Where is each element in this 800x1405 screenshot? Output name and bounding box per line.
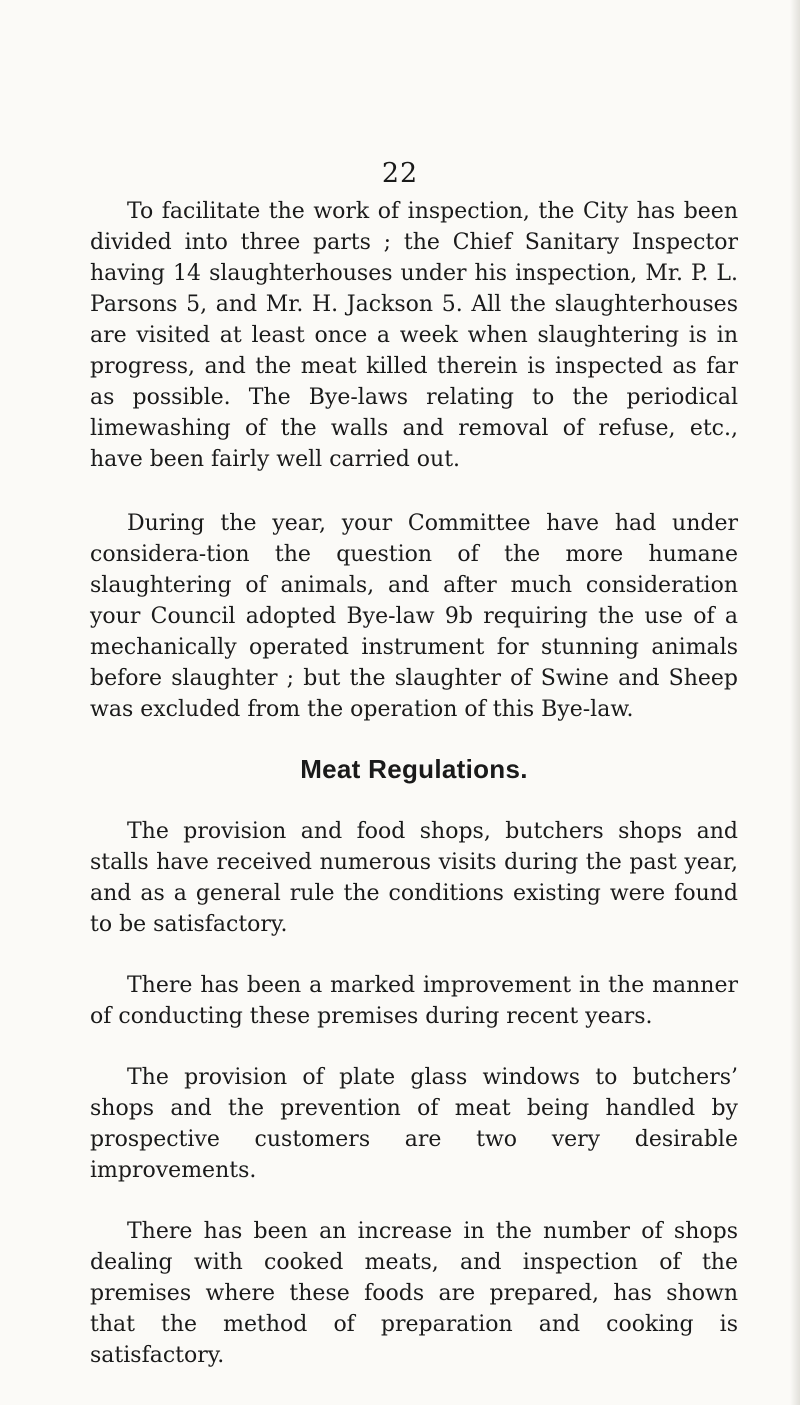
- paragraph-inspection-division: To facilitate the work of inspection, the City has been divided into three parts ; the Chief Sanitary Inspector having 14 slaughterhouses under his inspection, Mr. P. L. Parsons 5, and Mr. H. Jackson 5. All the slaughterhouses are visited at least once a week when slaughtering is in progress, and the meat killed therein is inspected as far as possible. The Bye-laws relating to the periodical limewashing of the walls and removal of refuse, etc., have been fairly well carried out.: [90, 199, 738, 472]
- section-heading-meat-regulations: Meat Regulations.: [300, 754, 528, 784]
- page-edge-shadow: [790, 0, 800, 1405]
- paragraph-plate-glass: The provision of plate glass windows to butchers’ shops and the prevention of meat being handled by prospective customers are two very desirable improvements.: [90, 1065, 738, 1183]
- paragraph-improvement: There has been a marked improvement in the manner of conducting these premises during recent years.: [90, 973, 738, 1029]
- page-number: 22: [381, 158, 419, 189]
- page-body: [90, 196, 738, 1371]
- paragraph-shop-visits: The provision and food shops, butchers shops and stalls have received numerous visits during the past year, and as a general rule the conditions existing were found to be satisfactory.: [90, 819, 738, 937]
- paragraph-humane-slaughtering: During the year, your Committee have had under considera-tion the question of the more humane slaughtering of animals, and after much consideration your Council adopted Bye-law 9b requiring the use of a mechanically operated instrument for stunning animals before slaughter ; but the slaughter of Swine and Sheep was excluded from the operation of this Bye-law.: [90, 511, 738, 722]
- paragraph-cooked-meats: There has been an increase in the number of shops dealing with cooked meats, and inspection of the premises where these foods are prepared, has shown that the method of preparation and cooking is satisfactory.: [90, 1219, 738, 1368]
